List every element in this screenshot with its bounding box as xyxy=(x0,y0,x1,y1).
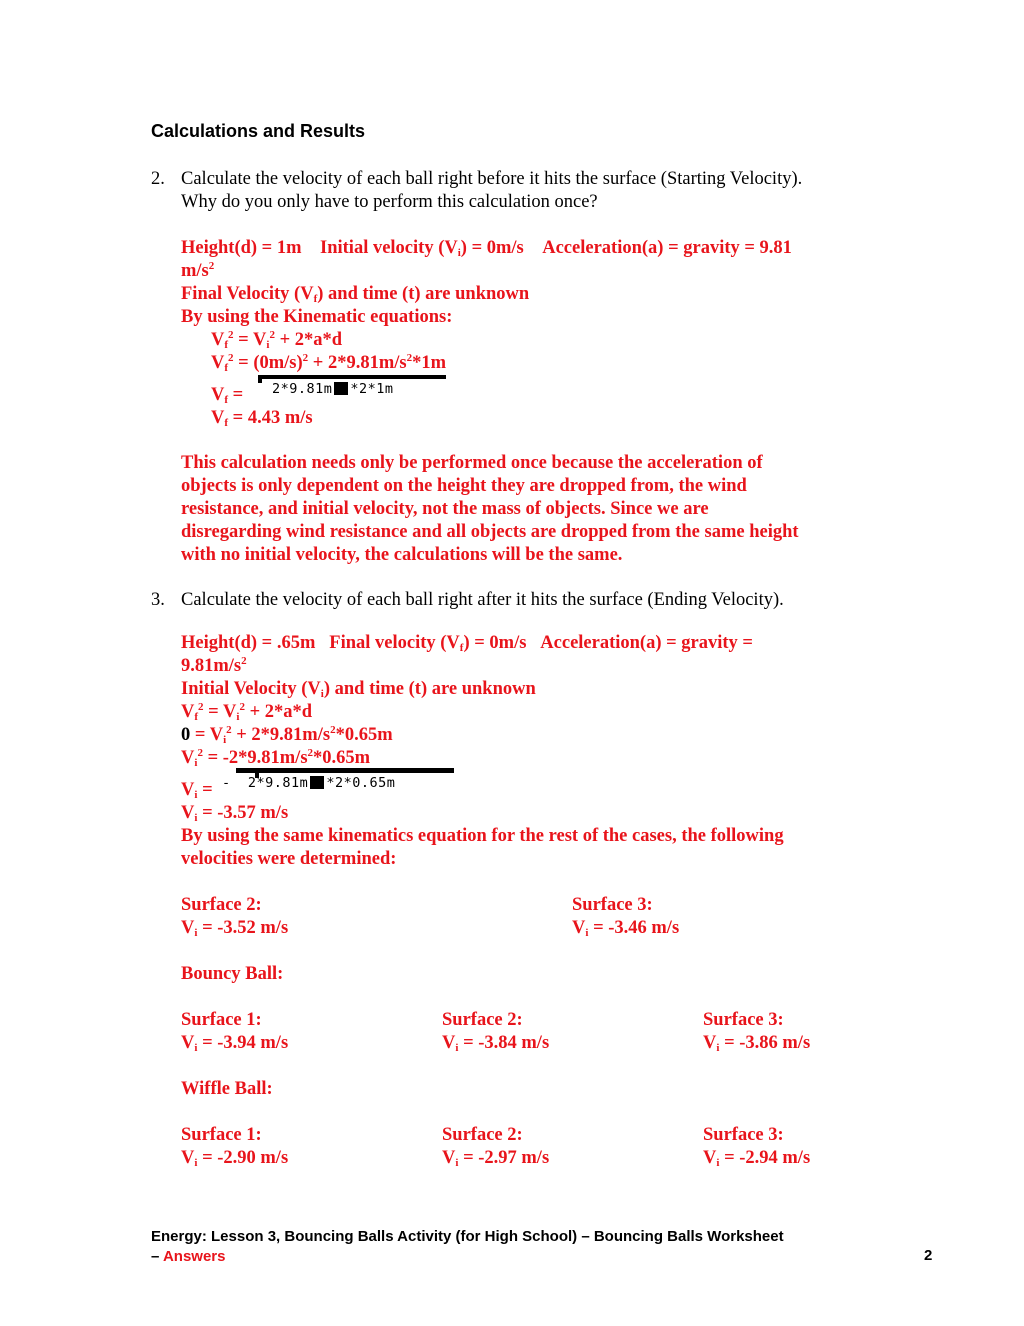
result-cell: Surface 2: $V_i = -3.52$ m/s xyxy=(181,895,289,939)
sqrt-bar xyxy=(258,375,446,379)
result-cell: Surface 3: $V_i = -3.86$ m/s xyxy=(703,1010,811,1054)
section-heading: Calculations and Results xyxy=(151,121,366,141)
a3-given-line: Height(d) = .65m Final velocity $(V_f) = 0m/s$ Acceleration(a) = gravity = xyxy=(181,633,753,654)
a3-equation-3: $V_i^2 = -2*9.81m/s^2*0.65m$ xyxy=(181,747,371,769)
result-cell: Surface 2: $V_i = -2.97$ m/s xyxy=(442,1125,550,1169)
result-cell: Surface 3: $V_i = -3.46$ m/s xyxy=(572,895,680,939)
result-cell: Surface 1: $V_i = -3.94$ m/s xyxy=(181,1010,289,1054)
sqrt-bar xyxy=(236,768,454,773)
a2-sqrt-expression: 2*9.81m *2*1m xyxy=(272,381,394,397)
a3-equation-4: $V_i$ = xyxy=(181,780,213,801)
a3-sqrt-expression: - 2*9.81m *2*0.65m xyxy=(222,775,396,791)
question-text: Calculate the velocity of each ball right before it hits the surface (Starting Velocity). xyxy=(181,169,803,189)
sqrt-tick xyxy=(258,375,262,383)
a2-equation-2: $V_f^2 = (0m/s)^2 + 2*9.81m/s^2*1m$ xyxy=(211,352,447,374)
a2-method: By using the Kinematic equations: xyxy=(181,307,453,327)
a3-units: $9.81m/s^2$ xyxy=(181,655,247,676)
bouncy-ball-title: Bouncy Ball: xyxy=(181,964,284,984)
wiffle-ball-title: Wiffle Ball: xyxy=(181,1079,273,1099)
a3-method: By using the same kinematics equation for the rest of the cases, the following velocities were determined: xyxy=(181,826,784,869)
a2-equation-1: $V_f^2 = V_i^2 + 2*a*d$ xyxy=(211,329,343,351)
a2-given-line: Height(d) = 1m Initial velocity $(V_i) = 0m/s$ Acceleration(a) = gravity = 9.81 xyxy=(181,238,792,259)
question-text: Calculate the velocity of each ball right after it hits the surface (Ending Velocity). xyxy=(181,590,784,610)
a3-result: $V_i = -3.57$ m/s xyxy=(181,803,289,824)
page-footer: Energy: Lesson 3, Bouncing Balls Activity (for High School) – Bouncing Balls Worksheet – Answers xyxy=(151,1228,784,1265)
footer-title: Energy: Lesson 3, Bouncing Balls Activity (for High School) – Bouncing Balls Worksheet xyxy=(151,1228,784,1245)
a2-equation-3: $V_f$ = xyxy=(211,385,244,406)
a2-explanation: This calculation needs only be performed once because the acceleration of objects is only dependent on the height they are dropped from, the wind resistance, and initial velocity, not the mass of objects. Since we are disregarding wind resistance and all objects are dropped from the same height with no initial velocity, the calculations will be the same. xyxy=(181,453,799,565)
question-2-line2: Why do you only have to perform this calculation once? xyxy=(181,192,598,212)
a3-equation-1: $V_f^2 = V_i^2 + 2*a*d$ xyxy=(181,701,313,723)
a2-result: $V_f = 4.43$ m/s xyxy=(211,408,313,429)
result-cell: Surface 1: $V_i = -2.90$ m/s xyxy=(181,1125,289,1169)
a2-unknowns: Final Velocity $(V_f)$ and time (t) are unknown xyxy=(181,284,530,305)
a3-unknowns: Initial Velocity $(V_i)$ and time (t) are unknown xyxy=(181,679,536,700)
footer-answers: Answers xyxy=(162,1248,226,1265)
question-number: 2. xyxy=(151,169,165,189)
question-number: 3. xyxy=(151,590,165,610)
result-cell: Surface 3: $V_i = -2.94$ m/s xyxy=(703,1125,811,1169)
a2-units: $m/s^2$ xyxy=(181,260,215,281)
result-cell: Surface 2: $V_i = -3.84$ m/s xyxy=(442,1010,550,1054)
page-number: 2 xyxy=(924,1247,933,1264)
a3-equation-2: $0 = V_i^2 + 2*9.81m/s^2*0.65m$ xyxy=(181,724,393,746)
question-2 xyxy=(151,168,802,191)
question-3 xyxy=(151,589,784,612)
